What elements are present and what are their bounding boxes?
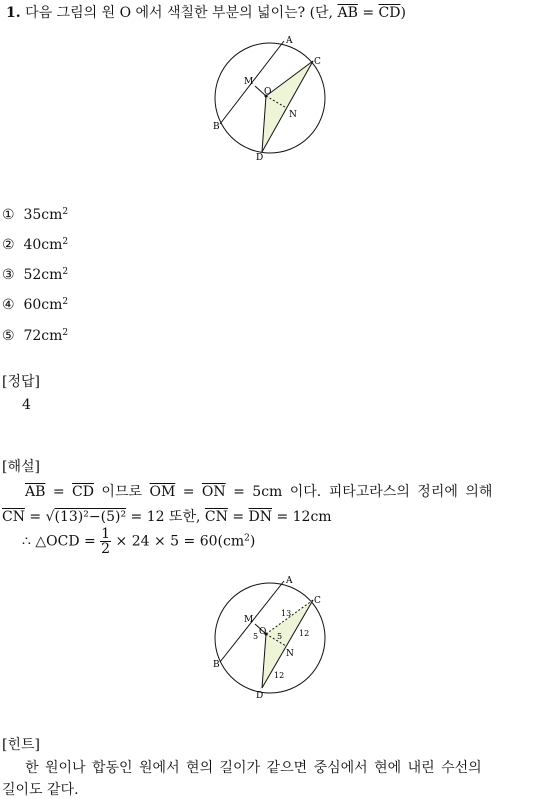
segment-ab: $\overline{AB}$: [337, 5, 358, 21]
sqrt-sign: √: [45, 509, 55, 525]
explanation-line-1: $\overline{AB} = \overline{CD}$ 이므로 $\overline{OM} = \overline{ON} = 5cm$ 이다. 피타고라스의 정리에 의해: [25, 484, 493, 500]
hint-heading: [힌트]: [2, 737, 40, 753]
measure-on: 5: [277, 632, 283, 641]
label-c: C: [314, 57, 321, 67]
measure-om: 5: [253, 632, 259, 641]
label-m: M: [244, 615, 254, 625]
label-a: A: [286, 36, 293, 46]
choice-4[interactable]: ④ $60cm^2$: [2, 297, 69, 313]
fraction-half: $\frac{1}{2}$: [101, 526, 111, 557]
label-o: O: [264, 87, 272, 97]
explanation-heading: [해설]: [2, 459, 40, 475]
question-number: 1.: [6, 5, 21, 21]
question-line: 1. 다음 그림의 원 O 에서 색칠한 부분의 넓이는? (단, $\overline{AB} = \overline{CD}$): [6, 5, 406, 21]
label-m: M: [244, 77, 254, 87]
answer-heading: [정답]: [2, 374, 40, 390]
choice-2[interactable]: ② $40cm^2$: [2, 237, 69, 253]
hint-line-2: 길이도 같다.: [2, 782, 79, 798]
sqrt-radicand: (13)²−(5)²: [54, 509, 127, 525]
label-o: O: [259, 627, 267, 637]
measure-dn: 12: [274, 671, 285, 680]
label-b: B: [213, 660, 220, 670]
circle-figure-2: [200, 572, 340, 706]
label-d: D: [256, 153, 264, 163]
segment-cd: $\overline{CD}$: [378, 5, 401, 21]
explanation-line-3: ∴ △OCD = $\frac{1}{2}$ × $24 \times 5 = 60(cm^2)$: [22, 526, 256, 557]
measure-cn: 12: [299, 629, 310, 638]
label-d: D: [256, 691, 264, 701]
label-c: C: [314, 596, 321, 606]
answer-value: 4: [22, 397, 31, 413]
choice-1[interactable]: ① $35cm^2$: [2, 207, 69, 223]
explanation-line-2: $\overline{CN} = √(13)^2-(5)^2 = 12$ 또한, $\overline{CN} = \overline{DN} = 12cm$: [2, 509, 332, 525]
label-n: N: [289, 110, 297, 120]
choice-3[interactable]: ③ $52cm^2$: [2, 267, 69, 283]
label-n: N: [286, 649, 294, 659]
label-a: A: [286, 576, 293, 586]
circle-figure-1: [200, 32, 340, 164]
question-text: 다음 그림의 원 O 에서 색칠한 부분의 넓이는? (단,: [25, 5, 338, 21]
label-b: B: [213, 122, 220, 132]
measure-oc: 13: [281, 609, 292, 618]
hint-line-1: 한 원이나 합동인 원에서 현의 길이가 같으면 중심에서 현에 내린 수선의: [25, 760, 482, 776]
choice-5[interactable]: ⑤ $72cm^2$: [2, 328, 69, 344]
